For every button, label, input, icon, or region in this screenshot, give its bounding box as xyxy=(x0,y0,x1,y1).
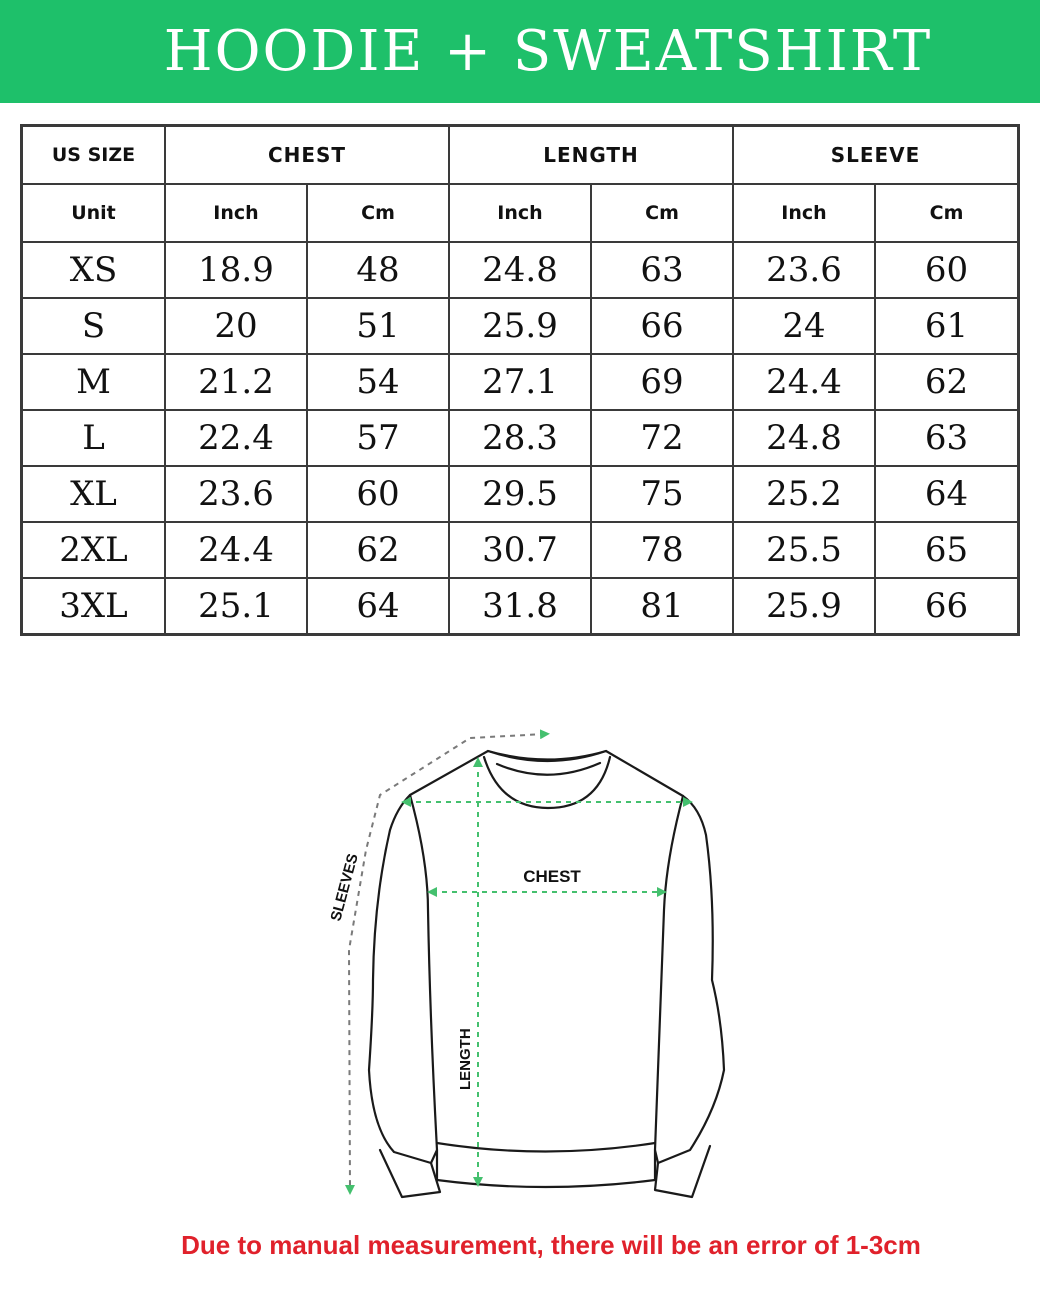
units-row xyxy=(22,184,1018,242)
measurement-guides xyxy=(349,734,688,1190)
sleeve-cm-cell: 65 xyxy=(875,522,1018,578)
length-inch-cell: 31.8 xyxy=(449,578,591,634)
page-title: HOODIE + SWEATSHIRT xyxy=(163,19,933,84)
table-row xyxy=(22,242,1018,298)
table-row xyxy=(22,466,1018,522)
chest-inch-cell: 20 xyxy=(165,298,307,354)
chest-cm-cell: 62 xyxy=(307,522,449,578)
unit-cell: Cm xyxy=(307,184,449,242)
chest-cm-cell: 57 xyxy=(307,410,449,466)
header-chest: CHEST xyxy=(165,126,449,184)
chest-label: CHEST xyxy=(523,867,581,886)
sweatshirt-body xyxy=(369,751,724,1187)
sleeves-label: SLEEVES xyxy=(327,851,362,924)
sleeve-cm-cell: 63 xyxy=(875,410,1018,466)
sleeve-inch-cell: 25.2 xyxy=(733,466,875,522)
sleeve-inch-cell: 24.4 xyxy=(733,354,875,410)
sleeve-cm-cell: 60 xyxy=(875,242,1018,298)
table-row xyxy=(22,298,1018,354)
unit-cell: Inch xyxy=(733,184,875,242)
left-armhole xyxy=(410,795,437,1150)
sleeve-cm-cell: 62 xyxy=(875,354,1018,410)
length-inch-cell: 30.7 xyxy=(449,522,591,578)
length-cm-cell: 69 xyxy=(591,354,733,410)
table-header-row xyxy=(22,126,1018,184)
size-chart-table xyxy=(21,125,1019,635)
header-sleeve: SLEEVE xyxy=(733,126,1018,184)
header-us-size: US SIZE xyxy=(22,126,165,184)
title-banner xyxy=(0,0,1040,103)
unit-cell: Inch xyxy=(165,184,307,242)
size-cell: 2XL xyxy=(22,522,165,578)
chest-inch-cell: 25.1 xyxy=(165,578,307,634)
sleeve-inch-cell: 25.5 xyxy=(733,522,875,578)
chest-cm-cell: 48 xyxy=(307,242,449,298)
unit-cell: Inch xyxy=(449,184,591,242)
sleeve-inch-cell: 24.8 xyxy=(733,410,875,466)
length-inch-cell: 27.1 xyxy=(449,354,591,410)
chest-inch-cell: 22.4 xyxy=(165,410,307,466)
chest-cm-cell: 54 xyxy=(307,354,449,410)
size-cell: 3XL xyxy=(22,578,165,634)
chest-cm-cell: 64 xyxy=(307,578,449,634)
size-cell: L xyxy=(22,410,165,466)
measurement-notice: Due to manual measurement, there will be an error of 1-3cm xyxy=(181,1230,921,1260)
sleeve-inch-cell: 23.6 xyxy=(733,242,875,298)
table-row xyxy=(22,578,1018,634)
size-cell: XL xyxy=(22,466,165,522)
sleeve-inch-cell: 25.9 xyxy=(733,578,875,634)
length-cm-cell: 63 xyxy=(591,242,733,298)
length-cm-cell: 75 xyxy=(591,466,733,522)
length-cm-cell: 78 xyxy=(591,522,733,578)
hem-band xyxy=(437,1143,655,1152)
length-cm-cell: 66 xyxy=(591,298,733,354)
length-inch-cell: 25.9 xyxy=(449,298,591,354)
right-armhole xyxy=(655,796,683,1150)
unit-cell: Cm xyxy=(591,184,733,242)
chest-cm-cell: 51 xyxy=(307,298,449,354)
collar-outer xyxy=(488,751,606,760)
collar-rib xyxy=(497,763,600,775)
unit-cell: Unit xyxy=(22,184,165,242)
length-label: LENGTH xyxy=(457,1028,474,1090)
length-inch-cell: 28.3 xyxy=(449,410,591,466)
chest-inch-cell: 18.9 xyxy=(165,242,307,298)
length-cm-cell: 72 xyxy=(591,410,733,466)
sleeve-cm-cell: 64 xyxy=(875,466,1018,522)
sleeve-cm-cell: 66 xyxy=(875,578,1018,634)
chest-inch-cell: 24.4 xyxy=(165,522,307,578)
table-row xyxy=(22,410,1018,466)
size-cell: XS xyxy=(22,242,165,298)
unit-cell: Cm xyxy=(875,184,1018,242)
chest-inch-cell: 23.6 xyxy=(165,466,307,522)
length-inch-cell: 24.8 xyxy=(449,242,591,298)
table-row xyxy=(22,354,1018,410)
size-cell: M xyxy=(22,354,165,410)
sleeve-inch-cell: 24 xyxy=(733,298,875,354)
size-cell: S xyxy=(22,298,165,354)
collar-inner xyxy=(484,757,610,808)
length-inch-cell: 29.5 xyxy=(449,466,591,522)
sleeve-cm-cell: 61 xyxy=(875,298,1018,354)
chest-cm-cell: 60 xyxy=(307,466,449,522)
length-cm-cell: 81 xyxy=(591,578,733,634)
sweatshirt-diagram xyxy=(300,705,740,1215)
chest-inch-cell: 21.2 xyxy=(165,354,307,410)
header-length: LENGTH xyxy=(449,126,733,184)
table-row xyxy=(22,522,1018,578)
sweatshirt-outline xyxy=(369,751,724,1197)
